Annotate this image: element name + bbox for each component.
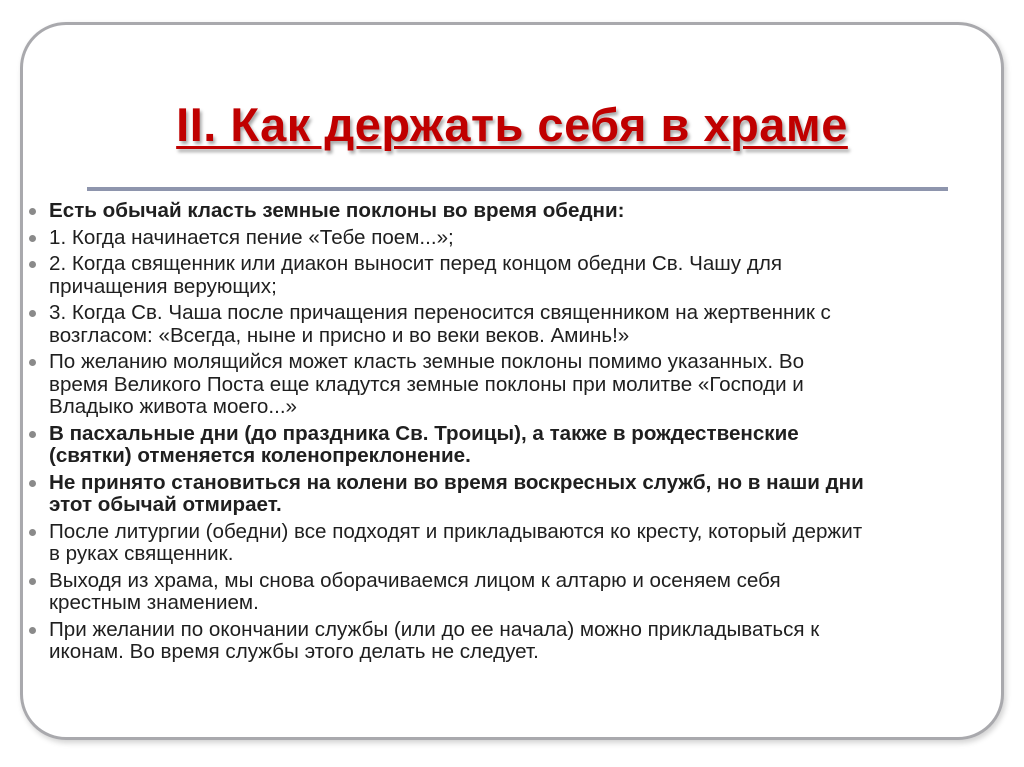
bullet-item-line: время Великого Поста еще кладутся земные поклоны при молитве «Господи и [49,372,804,396]
bullet-item [27,472,1017,517]
slide-title [0,96,1024,154]
bullet-item-line: При желании по окончании службы (или до ее начала) можно прикладываться к [49,617,820,641]
bullet-item-line: Выходя из храма, мы снова оборачиваемся лицом к алтарю и осеняем себя [49,568,781,592]
bullet-item-line: причащения верующих; [49,274,277,298]
bullet-item-line: в руках священник. [49,542,234,565]
bullet-item-line: 2. Когда священник или диакон выносит перед концом обедни Св. Чашу для [49,252,783,275]
bullet-dot-icon [29,480,36,487]
bullet-dot-icon [29,578,36,585]
bullet-item [27,253,1017,298]
bullet-item-line: Есть обычай класть земные поклоны во время обедни: [49,199,625,222]
bullet-item [27,227,1017,250]
bullet-dot-icon [29,627,36,634]
slide-title-text: II. Как держать себя в храме [176,98,848,151]
bullet-item-line: возгласом: «Всегда, ныне и присно и во веки веков. Аминь!» [49,323,630,347]
bullet-item [27,351,1017,419]
bullet-item [27,423,1017,468]
bullet-dot-icon [29,261,36,268]
bullet-item-line: этот обычай отмирает. [49,493,282,516]
bullet-dot-icon [29,431,36,438]
bullet-item-line: В пасхальные дни (до праздника Св. Троицы), а также в рождественские [49,421,799,445]
bullet-item-line: Не принято становиться на колени во время воскресных служб, но в наши дни [49,470,864,494]
bullet-item-line: По желанию молящийся может класть земные поклоны помимо указанных. Во [49,350,805,373]
bullet-item [27,570,1017,615]
bullet-dot-icon [29,310,36,317]
title-divider [87,187,948,191]
bullet-item [27,302,1017,347]
bullet-item-line: 3. Когда Св. Чаша после причащения переносится священником на жертвенник с [49,301,831,324]
bullet-item [27,200,1017,223]
bullet-item-line: Владыко живота моего...» [49,395,297,418]
bullet-item [27,619,1017,664]
bullet-item-line: После литургии (обедни) все подходят и прикладываются ко кресту, который держит [49,519,863,543]
bullet-dot-icon [29,359,36,366]
bullet-item-line: крестным знамением. [49,591,259,614]
bullet-dot-icon [29,235,36,242]
bullet-item [27,521,1017,566]
bullet-dot-icon [29,208,36,215]
bullet-item-line: (святки) отменяется коленопреклонение. [49,444,471,467]
bullet-item-line: 1. Когда начинается пение «Тебе поем...»; [49,225,454,249]
bullet-item-line: иконам. Во время службы этого делать не следует. [49,640,539,663]
bullet-list [27,200,1017,668]
bullet-dot-icon [29,529,36,536]
